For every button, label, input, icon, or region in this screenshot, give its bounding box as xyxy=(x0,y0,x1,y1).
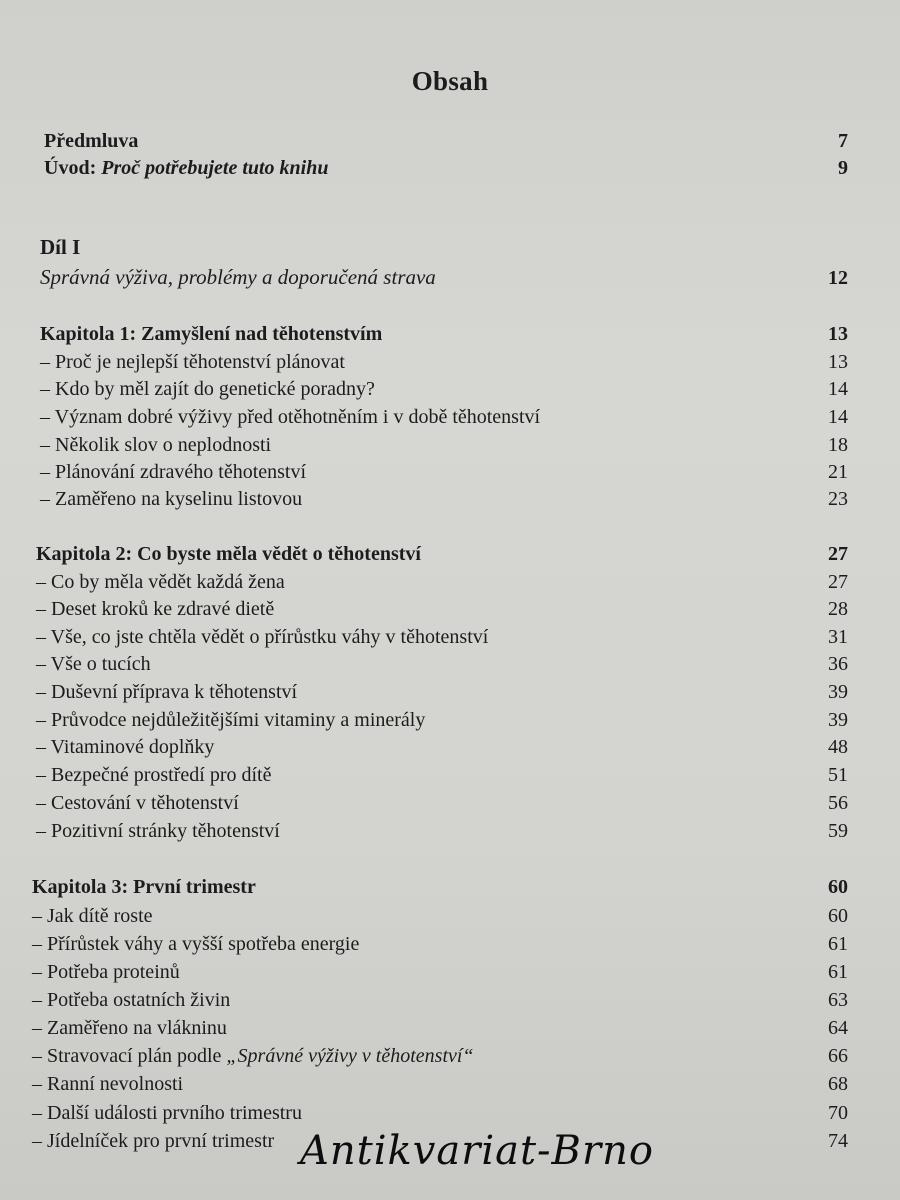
toc-item-label: – Jídelníček pro první trimestr xyxy=(32,1130,275,1152)
page-title: Obsah xyxy=(411,66,489,96)
toc-item[interactable] xyxy=(32,905,848,928)
toc-item-label: – Vše, co jste chtěla vědět o přírůstku váhy v těhotenství xyxy=(36,626,489,648)
part-heading xyxy=(40,235,80,260)
toc-item-page: 18 xyxy=(828,434,848,456)
toc-item-page: 61 xyxy=(828,933,848,955)
chapter-1-title-row[interactable] xyxy=(40,323,848,346)
toc-item-page: 63 xyxy=(828,989,848,1011)
toc-item-page: 70 xyxy=(828,1102,848,1124)
toc-item[interactable] xyxy=(36,820,848,843)
toc-item-label: – Co by měla vědět každá žena xyxy=(36,571,285,593)
toc-item-label: – Vše o tucích xyxy=(36,653,151,675)
toc-item[interactable] xyxy=(36,764,848,787)
chapter-3-title: Kapitola 3: První trimestr xyxy=(32,876,256,898)
toc-item-label: – Proč je nejlepší těhotenství plánovat xyxy=(40,351,345,373)
toc-item[interactable] xyxy=(32,1102,848,1125)
toc-item-page: 31 xyxy=(828,626,848,648)
toc-item[interactable] xyxy=(40,488,848,511)
toc-item-label: – Deset kroků ke zdravé dietě xyxy=(36,598,275,620)
toc-item-page: 51 xyxy=(828,764,848,786)
toc-item-label: – Pozitivní stránky těhotenství xyxy=(36,820,280,842)
toc-item-page: 68 xyxy=(828,1073,848,1095)
toc-item[interactable] xyxy=(32,1017,848,1040)
toc-item-label: – Vitaminové doplňky xyxy=(36,736,215,758)
toc-item[interactable] xyxy=(36,792,848,815)
toc-item[interactable] xyxy=(36,736,848,759)
toc-item-page: 56 xyxy=(828,792,848,814)
toc-item-label: – Průvodce nejdůležitějšími vitaminy a minerály xyxy=(36,709,426,731)
toc-item-page: 27 xyxy=(828,571,848,593)
toc-item[interactable] xyxy=(40,461,848,484)
toc-item-label: – Duševní příprava k těhotenství xyxy=(36,681,298,703)
watermark: Antikvariat-Brno xyxy=(300,1128,654,1174)
toc-item[interactable] xyxy=(32,961,848,984)
toc-item-page: 36 xyxy=(828,653,848,675)
toc-item-page: 59 xyxy=(828,820,848,842)
toc-item-label: – Ranní nevolnosti xyxy=(32,1073,184,1095)
toc-entry-label-italic: Proč potřebujete tuto knihu xyxy=(101,157,329,179)
toc-item[interactable] xyxy=(36,626,848,649)
toc-item-page: 48 xyxy=(828,736,848,758)
chapter-2-title: Kapitola 2: Co byste měla vědět o těhotenství xyxy=(36,543,421,565)
toc-item-label-prefix: – Stravovací plán podle xyxy=(32,1045,227,1067)
toc-item[interactable] xyxy=(32,933,848,956)
toc-entry-label-prefix: Úvod: xyxy=(44,157,97,179)
chapter-2-page: 27 xyxy=(828,543,848,565)
toc-item-page: 14 xyxy=(828,406,848,428)
toc-item-page: 13 xyxy=(828,351,848,373)
toc-item-page: 14 xyxy=(828,378,848,400)
toc-item-page: 28 xyxy=(828,598,848,620)
chapter-3-page: 60 xyxy=(828,876,848,898)
toc-entry-predmluva[interactable] xyxy=(44,130,848,153)
chapter-1-page: 13 xyxy=(828,323,848,345)
toc-item-page: 60 xyxy=(828,905,848,927)
toc-item-label: – Potřeba ostatních živin xyxy=(32,989,231,1011)
part-label: Díl I xyxy=(40,235,81,259)
toc-item-label: – Další události prvního trimestru xyxy=(32,1102,302,1124)
toc-item[interactable] xyxy=(32,1073,848,1096)
chapter-1-title: Kapitola 1: Zamyšlení nad těhotenstvím xyxy=(40,323,383,345)
toc-item-label: – Cestování v těhotenství xyxy=(36,792,239,814)
part-subtitle-row[interactable] xyxy=(40,265,848,290)
toc-item-label: – Jak dítě roste xyxy=(32,905,153,927)
toc-entry-label: Předmluva xyxy=(44,130,139,152)
toc-item[interactable] xyxy=(40,351,848,374)
toc-item-page: 39 xyxy=(828,681,848,703)
toc-item[interactable] xyxy=(36,681,848,704)
toc-item-label: – Přírůstek váhy a vyšší spotřeba energie xyxy=(32,933,360,955)
chapter-2-title-row[interactable] xyxy=(36,543,848,566)
toc-item-label: – Potřeba proteinů xyxy=(32,961,180,983)
toc-item-label: – Kdo by měl zajít do genetické poradny? xyxy=(40,378,375,400)
toc-item[interactable] xyxy=(36,653,848,676)
toc-item-page: 74 xyxy=(828,1130,848,1152)
toc-item[interactable] xyxy=(36,571,848,594)
toc-item-page: 64 xyxy=(828,1017,848,1039)
toc-item-page: 66 xyxy=(828,1045,848,1067)
part-subtitle: Správná výživa, problémy a doporučená strava xyxy=(40,265,436,289)
toc-item[interactable] xyxy=(32,989,848,1012)
toc-item-label: – Bezpečné prostředí pro dítě xyxy=(36,764,272,786)
toc-item[interactable] xyxy=(36,709,848,732)
toc-item[interactable] xyxy=(40,434,848,457)
toc-item-label: – Význam dobré výživy před otěhotněním i v době těhotenství xyxy=(40,406,541,428)
toc-item[interactable] xyxy=(40,378,848,401)
chapter-3-title-row[interactable] xyxy=(32,876,848,899)
toc-entry-uvod[interactable] xyxy=(44,157,848,180)
toc-item-page: 21 xyxy=(828,461,848,483)
toc-item-label: – Zaměřeno na vlákninu xyxy=(32,1017,227,1039)
toc-item-page: 61 xyxy=(828,961,848,983)
toc-item-page: 39 xyxy=(828,709,848,731)
toc-entry-page: 9 xyxy=(838,157,848,179)
part-page: 12 xyxy=(828,267,848,289)
toc-item-label: – Zaměřeno na kyselinu listovou xyxy=(40,488,303,510)
toc-item[interactable] xyxy=(36,598,848,621)
toc-entry-page: 7 xyxy=(838,130,848,152)
toc-item-label: – Plánování zdravého těhotenství xyxy=(40,461,307,483)
toc-item-page: 23 xyxy=(828,488,848,510)
toc-item-label-italic: „Správné výživy v těhotenství“ xyxy=(226,1045,474,1067)
toc-item-label: – Několik slov o neplodnosti xyxy=(40,434,272,456)
toc-item[interactable] xyxy=(32,1045,848,1068)
toc-item[interactable] xyxy=(40,406,848,429)
